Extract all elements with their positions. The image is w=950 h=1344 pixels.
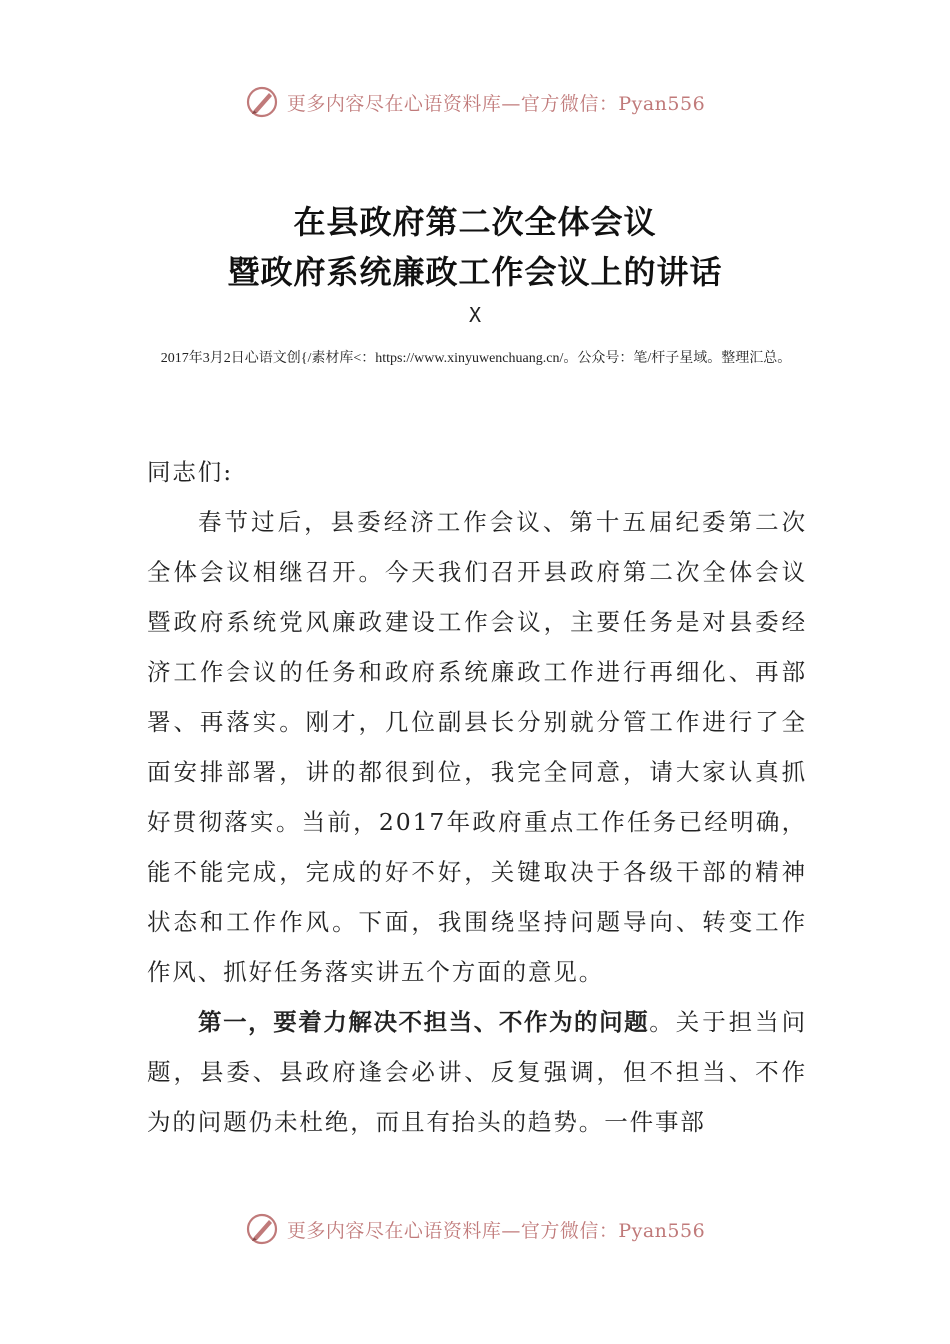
pen-logo-icon	[245, 85, 279, 119]
watermark-text: 更多内容尽在心语资料库—官方微信：Pyan556	[286, 1219, 706, 1242]
author-name: X	[468, 303, 482, 327]
section-heading-1: 第一，要着力解决不担当、不作为的问题	[198, 1008, 650, 1036]
body-paragraph-2-text: 。关于担当问题，县委、县政府逢会必讲、反复强调，但不担当、不作为的问题仍未杜绝，而且有抬头的趋势。一件事部	[147, 1008, 807, 1136]
source-note: 2017年3月2日心语文创{/素材库<：https://www.xinyuwenchuang.cn/。公众号：笔/杆子星域。整理汇总。	[160, 351, 792, 366]
watermark-text: 更多内容尽在心语资料库—官方微信：Pyan556	[286, 92, 706, 115]
pen-logo-icon	[245, 1212, 279, 1246]
document-title-line-2: 暨政府系统廉政工作会议上的讲话	[227, 253, 723, 291]
body-paragraph-1: 春节过后，县委经济工作会议、第十五届纪委第二次全体会议相继召开。今天我们召开县政府第二次全体会议暨政府系统党风廉政建设工作会议，主要任务是对县委经济工作会议的任务和政府系统廉政工作进行再细化、再部署、再落实。刚才，几位副县长分别就分管工作进行了全面安排部署，讲的都很到位，我完全同意，请大家认真抓好贯彻落实。当前，2017年政府重点工作任务已经明确，能不能完成，完成的好不好，关键取决于各级干部的精神状态和工作作风。下面，我围绕坚持问题导向、转变工作作风、抓好任务落实讲五个方面的意见。	[147, 508, 807, 986]
header-watermark-banner	[0, 80, 950, 124]
document-title-line-1: 在县政府第二次全体会议	[293, 203, 657, 241]
body-paragraph-2	[147, 997, 807, 1147]
footer-watermark-banner	[0, 1207, 950, 1251]
document-body	[147, 447, 807, 1147]
salutation: 同志们:	[147, 458, 234, 486]
